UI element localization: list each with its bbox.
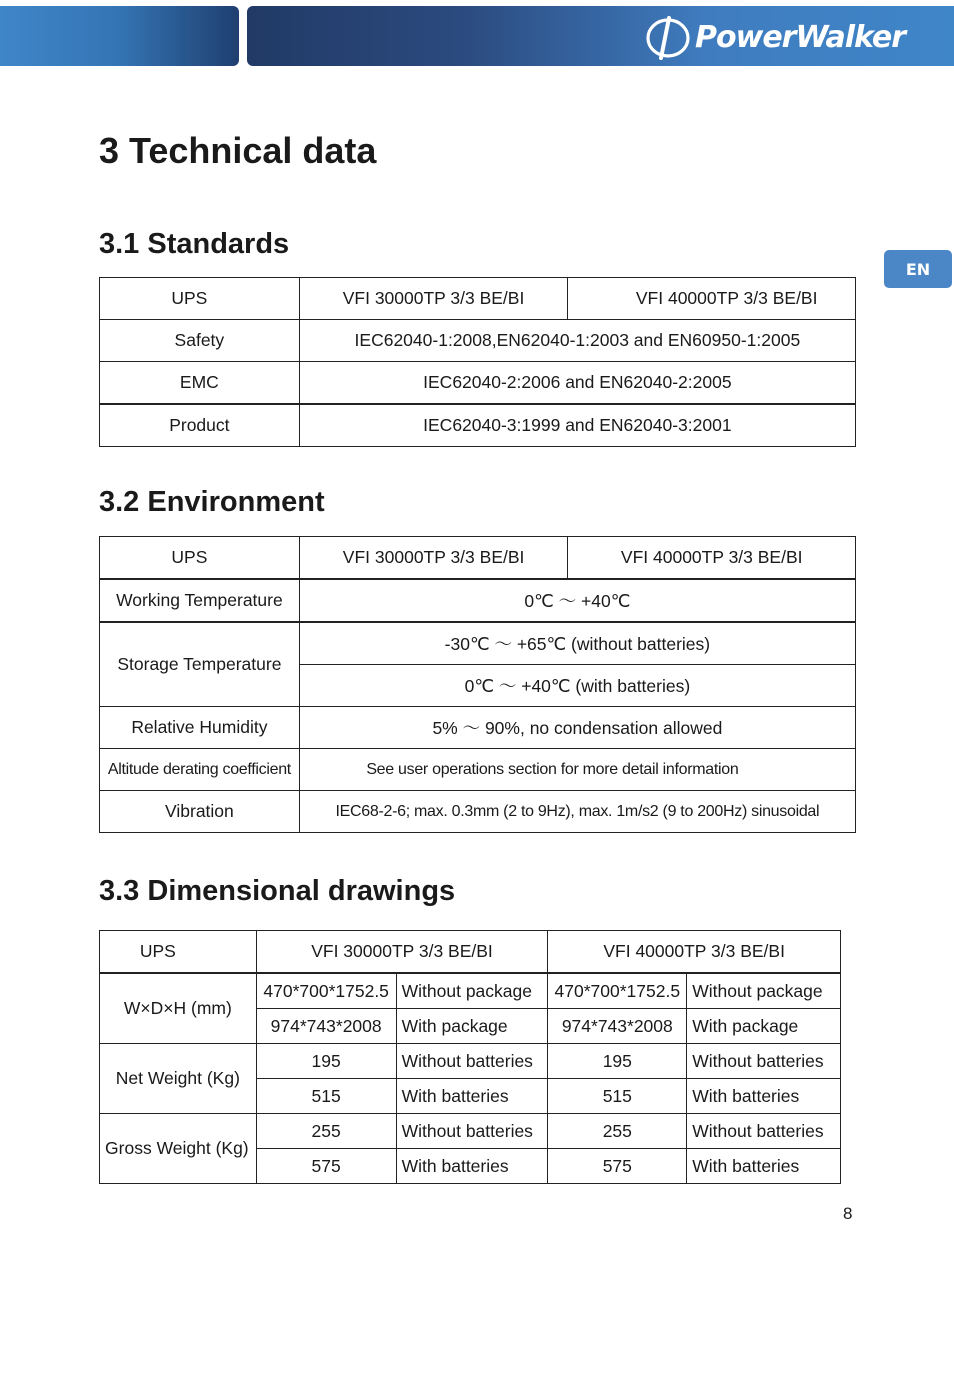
header-cell: VFI 30000TP 3/3 BE/BI: [299, 278, 568, 320]
row-label: Working Temperature: [100, 579, 300, 622]
cell: 255: [548, 1114, 687, 1149]
table-row: [100, 791, 856, 833]
cell: Without batteries: [687, 1114, 841, 1149]
row-value: IEC62040-2:2006 and EN62040-2:2005: [299, 362, 855, 405]
row-label: Gross Weight (Kg): [100, 1114, 257, 1184]
cell: 974*743*2008: [548, 1009, 687, 1044]
cell: Without batteries: [396, 1114, 548, 1149]
cell: 974*743*2008: [256, 1009, 396, 1044]
table-header-row: [100, 278, 856, 320]
cell: Without batteries: [396, 1044, 548, 1079]
cell: 515: [548, 1079, 687, 1114]
table-row: [100, 707, 856, 749]
row-value: IEC62040-1:2008,EN62040-1:2003 and EN60950-1:2005: [299, 320, 855, 362]
row-value: 0℃ ～ +40℃ (with batteries): [299, 665, 855, 707]
header-cell: UPS: [100, 931, 257, 974]
cell: With batteries: [396, 1079, 548, 1114]
cell: 470*700*1752.5: [548, 973, 687, 1009]
table-row: [100, 362, 856, 405]
cell: With package: [396, 1009, 548, 1044]
table-row: [100, 622, 856, 665]
table-row: [100, 749, 856, 791]
row-value: 5% ～ 90%, no condensation allowed: [299, 707, 855, 749]
cell: 575: [548, 1149, 687, 1184]
cell: With batteries: [687, 1079, 841, 1114]
table-row: [100, 404, 856, 447]
table-row: [100, 1114, 841, 1149]
cell: Without batteries: [687, 1044, 841, 1079]
row-label: Net Weight (Kg): [100, 1044, 257, 1114]
brand-logo: [645, 14, 905, 60]
table-row: [100, 320, 856, 362]
header-cell: UPS: [100, 278, 300, 320]
cell: 515: [256, 1079, 396, 1114]
row-value: -30℃ ～ +65℃ (without batteries): [299, 622, 855, 665]
row-label: EMC: [100, 362, 300, 405]
cell: 255: [256, 1114, 396, 1149]
table-header-row: [100, 931, 841, 974]
dimensions-table: [99, 930, 841, 1184]
section-heading-standards: 3.1 Standards: [99, 228, 290, 260]
cell: With batteries: [687, 1149, 841, 1184]
header-cell: VFI 30000TP 3/3 BE/BI: [256, 931, 548, 974]
header-cell: VFI 30000TP 3/3 BE/BI: [299, 537, 568, 580]
cell: 575: [256, 1149, 396, 1184]
table-header-row: [100, 537, 856, 580]
header-cell: VFI 40000TP 3/3 BE/BI: [548, 931, 841, 974]
cell: With batteries: [396, 1149, 548, 1184]
page-title: 3 Technical data: [99, 130, 377, 171]
row-value: See user operations section for more detail information: [299, 749, 855, 791]
header-cell: VFI 40000TP 3/3 BE/BI: [568, 537, 856, 580]
row-label: Product: [100, 404, 300, 447]
header-cell: UPS: [100, 537, 300, 580]
row-label: Vibration: [100, 791, 300, 833]
environment-table: [99, 536, 856, 833]
language-tab-en[interactable]: EN: [884, 250, 952, 288]
row-value: 0℃ ～ +40℃: [299, 579, 855, 622]
row-label: W×D×H (mm): [100, 973, 257, 1044]
cell: 470*700*1752.5: [256, 973, 396, 1009]
row-label: Safety: [100, 320, 300, 362]
header-bar-left: [0, 6, 239, 66]
cell: Without package: [396, 973, 548, 1009]
section-heading-environment: 3.2 Environment: [99, 486, 325, 518]
section-heading-dimensions: 3.3 Dimensional drawings: [99, 875, 456, 907]
row-value: IEC62040-3:1999 and EN62040-3:2001: [299, 404, 855, 447]
row-label: Altitude derating coefficient: [100, 749, 300, 791]
power-logo-icon: [645, 14, 691, 60]
table-row: [100, 973, 841, 1009]
page-number: 8: [843, 1204, 853, 1223]
row-label: Relative Humidity: [100, 707, 300, 749]
cell: 195: [256, 1044, 396, 1079]
cell: Without package: [687, 973, 841, 1009]
brand-name: PowerWalker: [695, 19, 906, 55]
row-value: IEC68-2-6; max. 0.3mm (2 to 9Hz), max. 1m/s2 (9 to 200Hz) sinusoidal: [299, 791, 855, 833]
table-row: [100, 1044, 841, 1079]
standards-table: [99, 277, 856, 447]
table-row: [100, 579, 856, 622]
row-label: Storage Temperature: [100, 622, 300, 707]
cell: With package: [687, 1009, 841, 1044]
cell: 195: [548, 1044, 687, 1079]
header-cell: VFI 40000TP 3/3 BE/BI: [568, 278, 856, 320]
